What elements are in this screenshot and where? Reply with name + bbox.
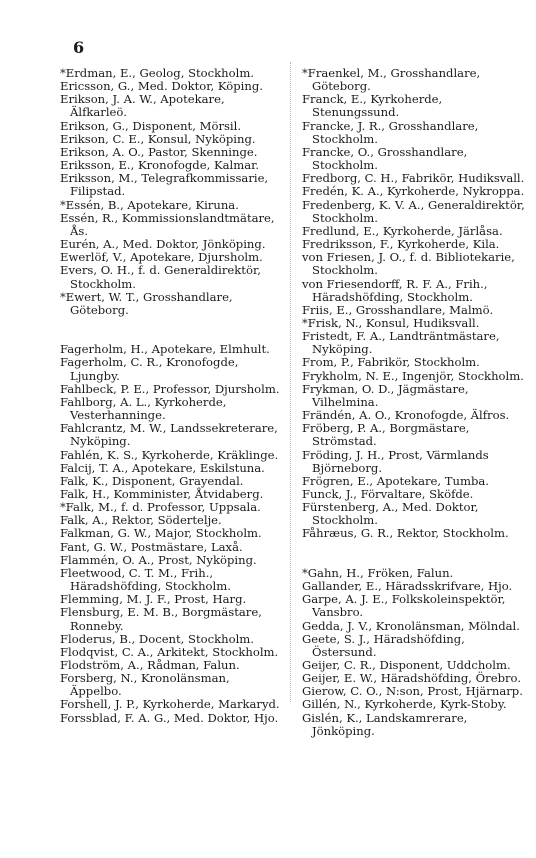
directory-entry: Garpe, A. J. E., Folkskoleinspektör, Vansbro. [302, 592, 506, 620]
directory-entry: Francke, J. R., Grosshandlare, Stockholm. [302, 118, 479, 146]
directory-entry: *Falk, M., f. d. Professor, Uppsala. [60, 500, 261, 515]
directory-entry: Floderus, B., Docent, Stockholm. [60, 631, 254, 646]
directory-entry: Fröberg, P. A., Borgmästare, Strömstad. [302, 421, 470, 449]
directory-entry: Falkman, G. W., Major, Stockholm. [60, 526, 262, 541]
directory-entry: *Ewert, W. T., Grosshandlare, Göteborg. [60, 289, 233, 317]
directory-entry: Gedda, J. V., Kronolänsman, Mölndal. [302, 618, 520, 633]
directory-entry: Funck, J., Förvaltare, Sköfde. [302, 487, 474, 501]
directory-entry: Essén, R., Kommissionslandtmätare, Ås. [60, 210, 275, 238]
directory-entry: Falcij, T. A., Apotekare, Eskilstuna. [60, 460, 265, 475]
directory-entry: Fahlborg, A. L., Kyrkoherde, Vesterhanninge. [60, 394, 227, 423]
directory-entry: Francke, O., Grosshandlare, Stockholm. [302, 144, 468, 173]
directory-entry: Eriksson, M., Telegrafkommissarie, Filipstad. [60, 171, 269, 199]
directory-entry: Frändén, A. O., Kronofogde, Älfros. [302, 408, 510, 423]
directory-entry: Flodström, A., Rådman, Falun. [60, 658, 240, 673]
directory-entry: Flensburg, E. M. B., Borgmästare, Ronneby. [60, 605, 262, 633]
column-divider [290, 62, 291, 702]
directory-entry: Franck, E., Kyrkoherde, Stenungssund. [302, 92, 443, 120]
directory-entry: Frykman, O. D., Jägmästare, Vilhelmina. [302, 381, 469, 409]
directory-entry: From, P., Fabrikör, Stockholm. [302, 355, 480, 370]
directory-entry: Fristedt, F. A., Landträntmästare, Nyköping. [302, 329, 500, 357]
section-gap [60, 317, 280, 343]
directory-entry: Fant, G. W., Postmästare, Laxå. [60, 539, 243, 554]
directory-entry: Fredriksson, F., Kyrkoherde, Kila. [302, 237, 500, 252]
directory-entry: Forssblad, F. A. G., Med. Doktor, Hjo. [60, 710, 279, 725]
directory-entry: Flodqvist, C. A., Arkitekt, Stockholm. [60, 644, 279, 659]
directory-entry: Erikson, C. E., Konsul, Nyköping. [60, 131, 256, 146]
directory-entry: Forshell, J. P., Kyrkoherde, Markaryd. [60, 697, 280, 712]
directory-entry: Fredborg, C. H., Fabrikör, Hudiksvall. [302, 171, 525, 186]
directory-entry: Fagerholm, H., Apotekare, Elmhult. [60, 342, 270, 357]
directory-entry: Fåhræus, G. R., Rektor, Stockholm. [302, 526, 509, 541]
page-number: 6 [73, 38, 85, 57]
directory-entry: Gierow, C. O., N:son, Prost, Hjärnarp. [302, 684, 523, 699]
directory-entry: *Frisk, N., Konsul, Hudiksvall. [302, 315, 480, 330]
directory-entry: Erikson, A. O., Pastor, Skenninge. [60, 144, 258, 159]
left-column [60, 67, 280, 725]
directory-entry: Ericsson, G., Med. Doktor, Köping. [60, 79, 263, 94]
directory-entry: Fredlund, E., Kyrkoherde, Järlåsa. [302, 223, 503, 238]
directory-entry: Falk, K., Disponent, Grayendal. [60, 473, 244, 488]
directory-entry: Eriksson, E., Kronofogde, Kalmar. [60, 158, 260, 173]
directory-entry: von Friesen, J. O., f. d. Bibliotekarie, Stockholm. [302, 250, 515, 278]
directory-entry: Fröding, J. H., Prost, Värmlands Björneborg. [302, 447, 489, 475]
directory-entry: Fahlbeck, P. E., Professor, Djursholm. [60, 381, 280, 396]
directory-entry: Gislén, K., Landskamrerare, Jönköping. [302, 710, 468, 738]
directory-entry: Erikson, J. A. W., Apotekare, Älfkarleö. [60, 92, 225, 120]
directory-entry: *Gahn, H., Fröken, Falun. [302, 565, 454, 580]
directory-entry: Erikson, G., Disponent, Mörsil. [60, 118, 242, 133]
directory-entry: Falk, H., Komminister, Åtvidaberg. [60, 486, 264, 501]
directory-entry: Forsberg, N., Kronolänsman, Äppelbo. [60, 671, 230, 699]
directory-entry: Fahlcrantz, M. W., Landssekreterare, Nyköping. [60, 421, 278, 449]
directory-entry: Ewerlöf, V., Apotekare, Djursholm. [60, 250, 263, 265]
directory-entry: Fahlén, K. S., Kyrkoherde, Kräklinge. [60, 447, 279, 462]
directory-entry: Fredén, K. A., Kyrkoherde, Nykroppa. [302, 184, 525, 199]
directory-entry: *Essén, B., Apotekare, Kiruna. [60, 197, 239, 212]
directory-entry: Flemming, M. J. F., Prost, Harg. [60, 592, 247, 607]
right-column [302, 67, 530, 738]
directory-entry: Frögren, E., Apotekare, Tumba. [302, 473, 489, 488]
directory-entry: Gillén, N., Kyrkoherde, Kyrk-Stoby. [302, 697, 507, 712]
directory-entry: Eurén, A., Med. Doktor, Jönköping. [60, 237, 266, 252]
directory-entry: Geete, S. J., Häradshöfding, Östersund. [302, 631, 465, 659]
directory-entry: *Fraenkel, M., Grosshandlare, Göteborg. [302, 66, 481, 94]
directory-entry: Friis, E., Grosshandlare, Malmö. [302, 302, 494, 317]
directory-entry: Fleetwood, C. T. M., Frih., Häradshöfding, Stockholm. [60, 565, 231, 594]
directory-entry: Falk, A., Rektor, Södertelje. [60, 513, 222, 528]
directory-entry: Geijer, E. W., Häradshöfding, Örebro. [302, 671, 522, 686]
directory-entry: Geijer, C. R., Disponent, Uddcholm. [302, 658, 511, 673]
directory-entry: Fagerholm, C. R., Kronofogde, Ljungby. [60, 355, 239, 383]
directory-entry: Evers, O. H., f. d. Generaldirektör, Stockholm. [60, 263, 261, 291]
directory-entry: Fürstenberg, A., Med. Doktor, Stockholm. [302, 500, 479, 528]
directory-entry: von Friesendorff, R. F. A., Frih., Häradshöfding, Stockholm. [302, 276, 488, 304]
directory-entry: Fredenberg, K. V. A., Generaldirektör, Stockholm. [302, 197, 525, 225]
section-gap [302, 541, 530, 567]
directory-entry: Flammén, O. A., Prost, Nyköping. [60, 552, 257, 567]
directory-entry: *Erdman, E., Geolog, Stockholm. [60, 66, 255, 80]
directory-entry: Frykholm, N. E., Ingenjör, Stockholm. [302, 368, 524, 383]
directory-entry: Gallander, E., Häradsskrifvare, Hjo. [302, 579, 513, 594]
